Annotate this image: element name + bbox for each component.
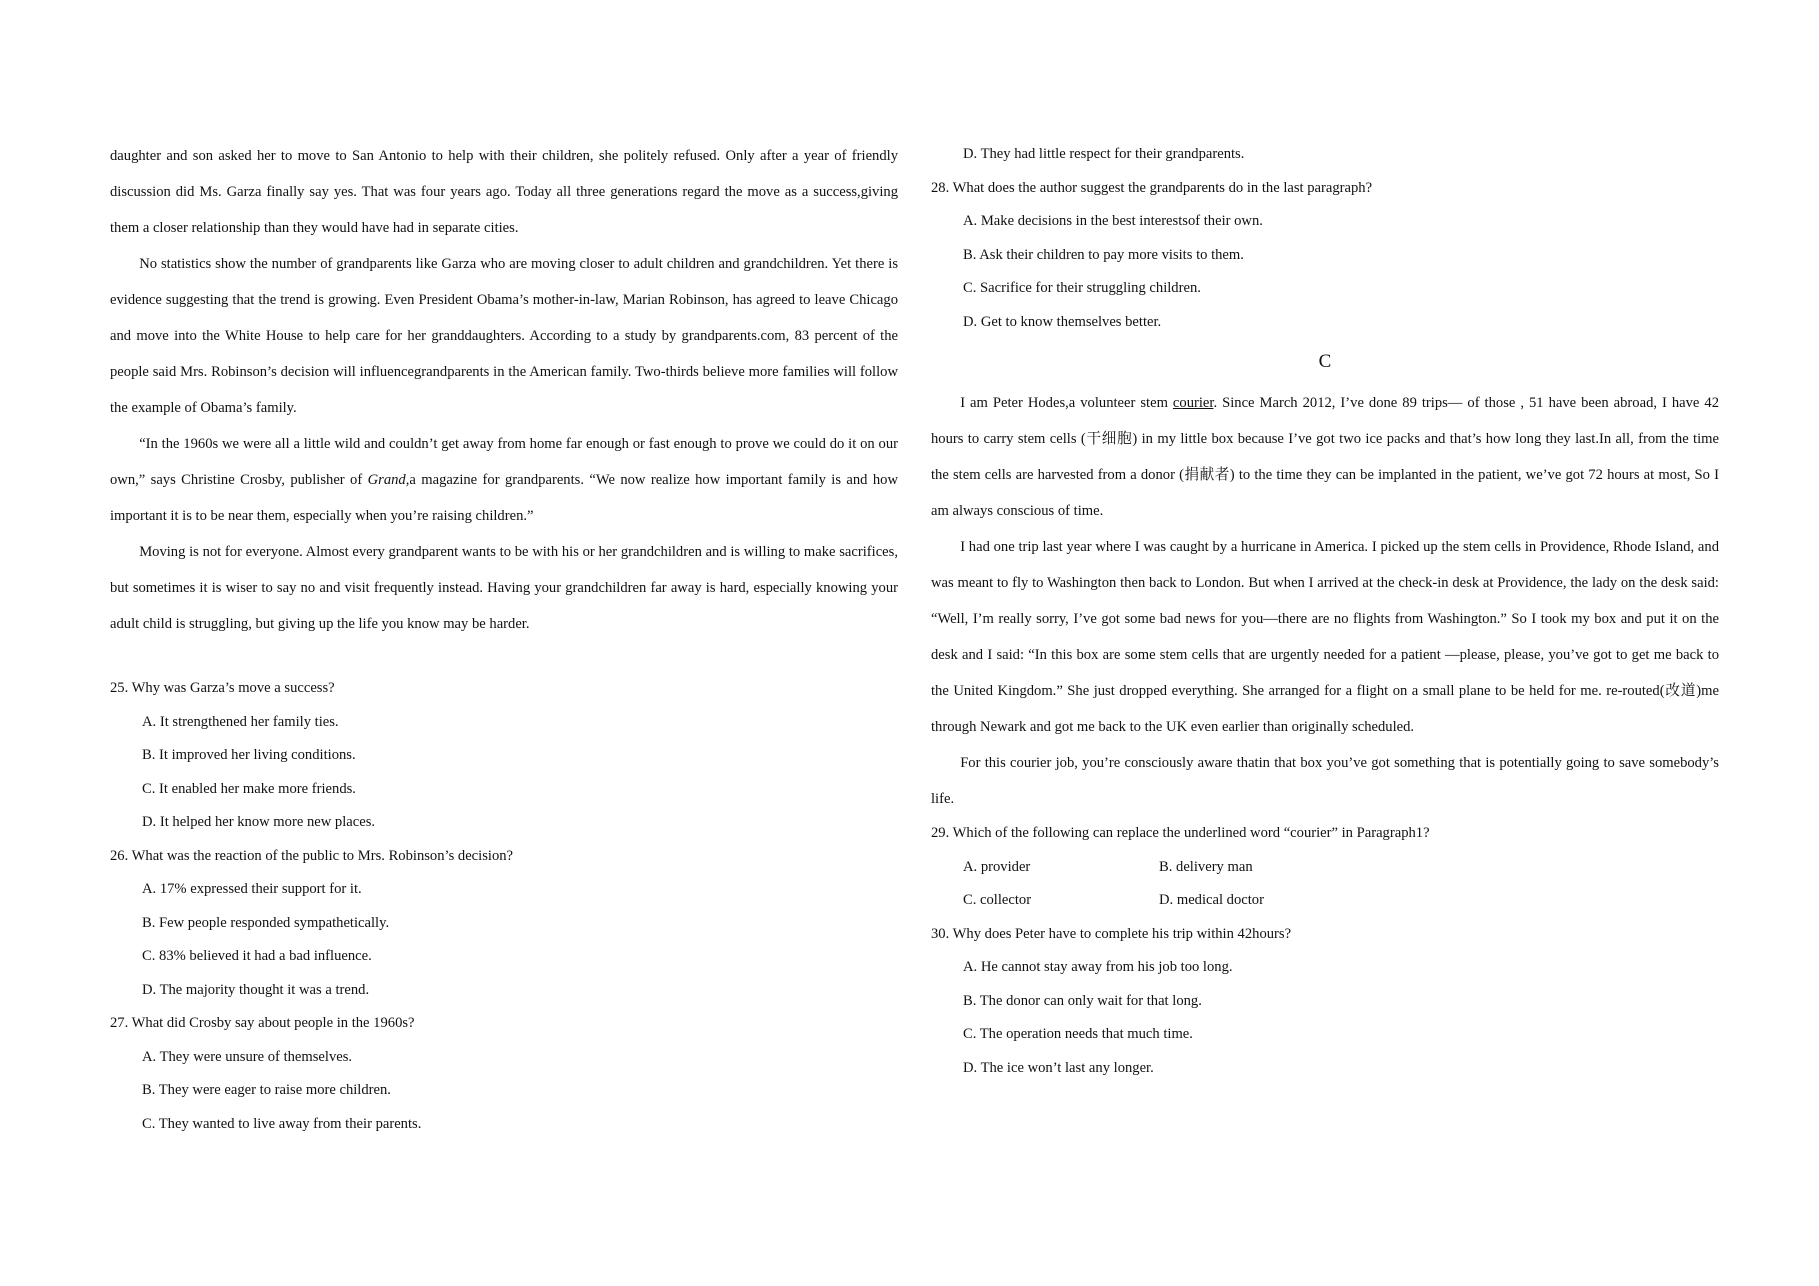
left-column bbox=[110, 138, 898, 1141]
question-28-option-a: A. Make decisions in the best interestsof their own. bbox=[963, 213, 1263, 229]
question-28: 28. What does the author suggest the grandparents do in the last paragraph? bbox=[931, 179, 1373, 196]
question-27: 27. What did Crosby say about people in the 1960s? bbox=[110, 1015, 415, 1031]
question-29-option-b: B. delivery man bbox=[1159, 858, 1253, 875]
spacer bbox=[110, 642, 898, 672]
passage-b-paragraph-1: daughter and son asked her to move to San Antonio to help with their children, she politely refused. Only after a year of friendly discussion did Ms. Garza finally say yes. That was four years ago. Today all three generations regard the move as a success,giving them a closer relationship than they would have had in separate cities. bbox=[110, 148, 898, 236]
question-29-options-row-2 bbox=[963, 884, 1719, 918]
question-28-option-c: C. Sacrifice for their struggling children. bbox=[963, 280, 1201, 296]
question-30: 30. Why does Peter have to complete his trip within 42hours? bbox=[931, 925, 1292, 942]
underlined-word-courier: courier bbox=[1172, 395, 1214, 411]
passage-b-paragraph-3 bbox=[110, 426, 898, 534]
question-29-options-row-1 bbox=[963, 851, 1719, 885]
question-29-option-c: C. collector bbox=[963, 892, 1032, 908]
magazine-title: Grand bbox=[367, 472, 406, 488]
question-27-option-b: B. They were eager to raise more children. bbox=[142, 1082, 391, 1098]
question-25-option-c: C. It enabled her make more friends. bbox=[142, 780, 356, 797]
question-30-option-a: A. He cannot stay away from his job too long. bbox=[963, 959, 1233, 975]
question-25-option-b: B. It improved her living conditions. bbox=[142, 747, 356, 763]
passage-b-paragraph-4: Moving is not for everyone. Almost every grandparent wants to be with his or her grandchildren and is willing to make sacrifices, but sometimes it is wiser to say no and visit frequently instead. Having your grandchildren far away is hard, especially knowing your adult child is struggling, but giving up the life you know may be harder. bbox=[110, 544, 898, 632]
question-28-option-d: D. Get to know themselves better. bbox=[963, 313, 1162, 330]
paragraph-1-text-a: I am Peter Hodes,a volunteer stem bbox=[960, 395, 1173, 411]
question-26-option-c: C. 83% believed it had a bad influence. bbox=[142, 948, 372, 964]
question-25-option-a: A. It strengthened her family ties. bbox=[142, 713, 339, 730]
paragraph-1-text-b: . Since March 2012, I’ve done 89 trips— of those , 51 have been abroad, I have 42 hours to carry stem cells (干细胞) in my little box because I’ve got two ice packs and that’s how long they last.In all, from the time the stem cells are harvested from a donor (捐献者) to the time they can be implanted in the patient, we’ve got 72 hours at most, So I am always conscious of time. bbox=[931, 395, 1720, 519]
section-c-heading: C bbox=[1318, 351, 1332, 372]
question-26: 26. What was the reaction of the public to Mrs. Robinson’s decision? bbox=[110, 847, 514, 864]
question-26-option-d: D. The majority thought it was a trend. bbox=[142, 981, 370, 998]
question-30-option-c: C. The operation needs that much time. bbox=[963, 1026, 1193, 1042]
paragraph-3-text-b: ,a magazine for grandparents. “We now realize how important family is and how important it is to be near them, especially when you’re raising children.” bbox=[110, 472, 898, 524]
question-29: 29. Which of the following can replace the underlined word “courier” in Paragraph1? bbox=[931, 825, 1430, 841]
right-column bbox=[931, 138, 1719, 1085]
question-27-option-a: A. They were unsure of themselves. bbox=[142, 1048, 353, 1065]
paragraph-3-text-a: “In the 1960s we were all a little wild and couldn’t get away from home far enough or fast enough to prove we could do it on our own,” says Christine Crosby, publisher of bbox=[110, 436, 898, 488]
passage-c-paragraph-3: For this courier job, you’re consciously aware thatin that box you’ve got something that is potentially going to save somebody’s life. bbox=[931, 755, 1719, 807]
passage-c-paragraph-2: I had one trip last year where I was caught by a hurricane in America. I picked up the stem cells in Providence, Rhode Island, and was meant to fly to Washington then back to London. But when I arrived at the check-in desk at Providence, the lady on the desk said: “Well, I’m really sorry, I’ve got some bad news for you—there are no flights from Washington.” So I took my box and put it on the desk and I said: “In this box are some stem cells that are urgently needed for a patient —please, please, you’ve got to get me back to the United Kingdom.” She just dropped everything. She arranged for a flight on a small plane to be held for me. re-routed(改道)me through Newark and got me back to the UK even earlier than originally scheduled. bbox=[931, 539, 1719, 735]
question-27-option-c: C. They wanted to live away from their parents. bbox=[142, 1115, 422, 1132]
question-28-option-b: B. Ask their children to pay more visits to them. bbox=[963, 246, 1244, 263]
question-29-option-d: D. medical doctor bbox=[1159, 892, 1264, 908]
question-26-option-a: A. 17% expressed their support for it. bbox=[142, 881, 362, 897]
question-25-option-d: D. It helped her know more new places. bbox=[142, 814, 376, 830]
question-29-option-a: A. provider bbox=[963, 858, 1031, 875]
question-25: 25. Why was Garza’s move a success? bbox=[110, 680, 335, 696]
question-30-option-b: B. The donor can only wait for that long. bbox=[963, 992, 1202, 1009]
passage-c-paragraph-1 bbox=[931, 385, 1719, 529]
question-27-option-d: D. They had little respect for their grandparents. bbox=[963, 146, 1245, 162]
question-30-option-d: D. The ice won’t last any longer. bbox=[963, 1059, 1154, 1076]
passage-b-paragraph-2: No statistics show the number of grandparents like Garza who are moving closer to adult children and grandchildren. Yet there is evidence suggesting that the trend is growing. Even President Obama’s mother-in-law, Marian Robinson, has agreed to leave Chicago and move into the White House to help care for her granddaughters. According to a study by grandparents.com, 83 percent of the people said Mrs. Robinson’s decision will influencegrandparents in the American family. Two-thirds believe more families will follow the example of Obama’s family. bbox=[110, 256, 898, 416]
question-26-option-b: B. Few people responded sympathetically. bbox=[142, 914, 390, 931]
